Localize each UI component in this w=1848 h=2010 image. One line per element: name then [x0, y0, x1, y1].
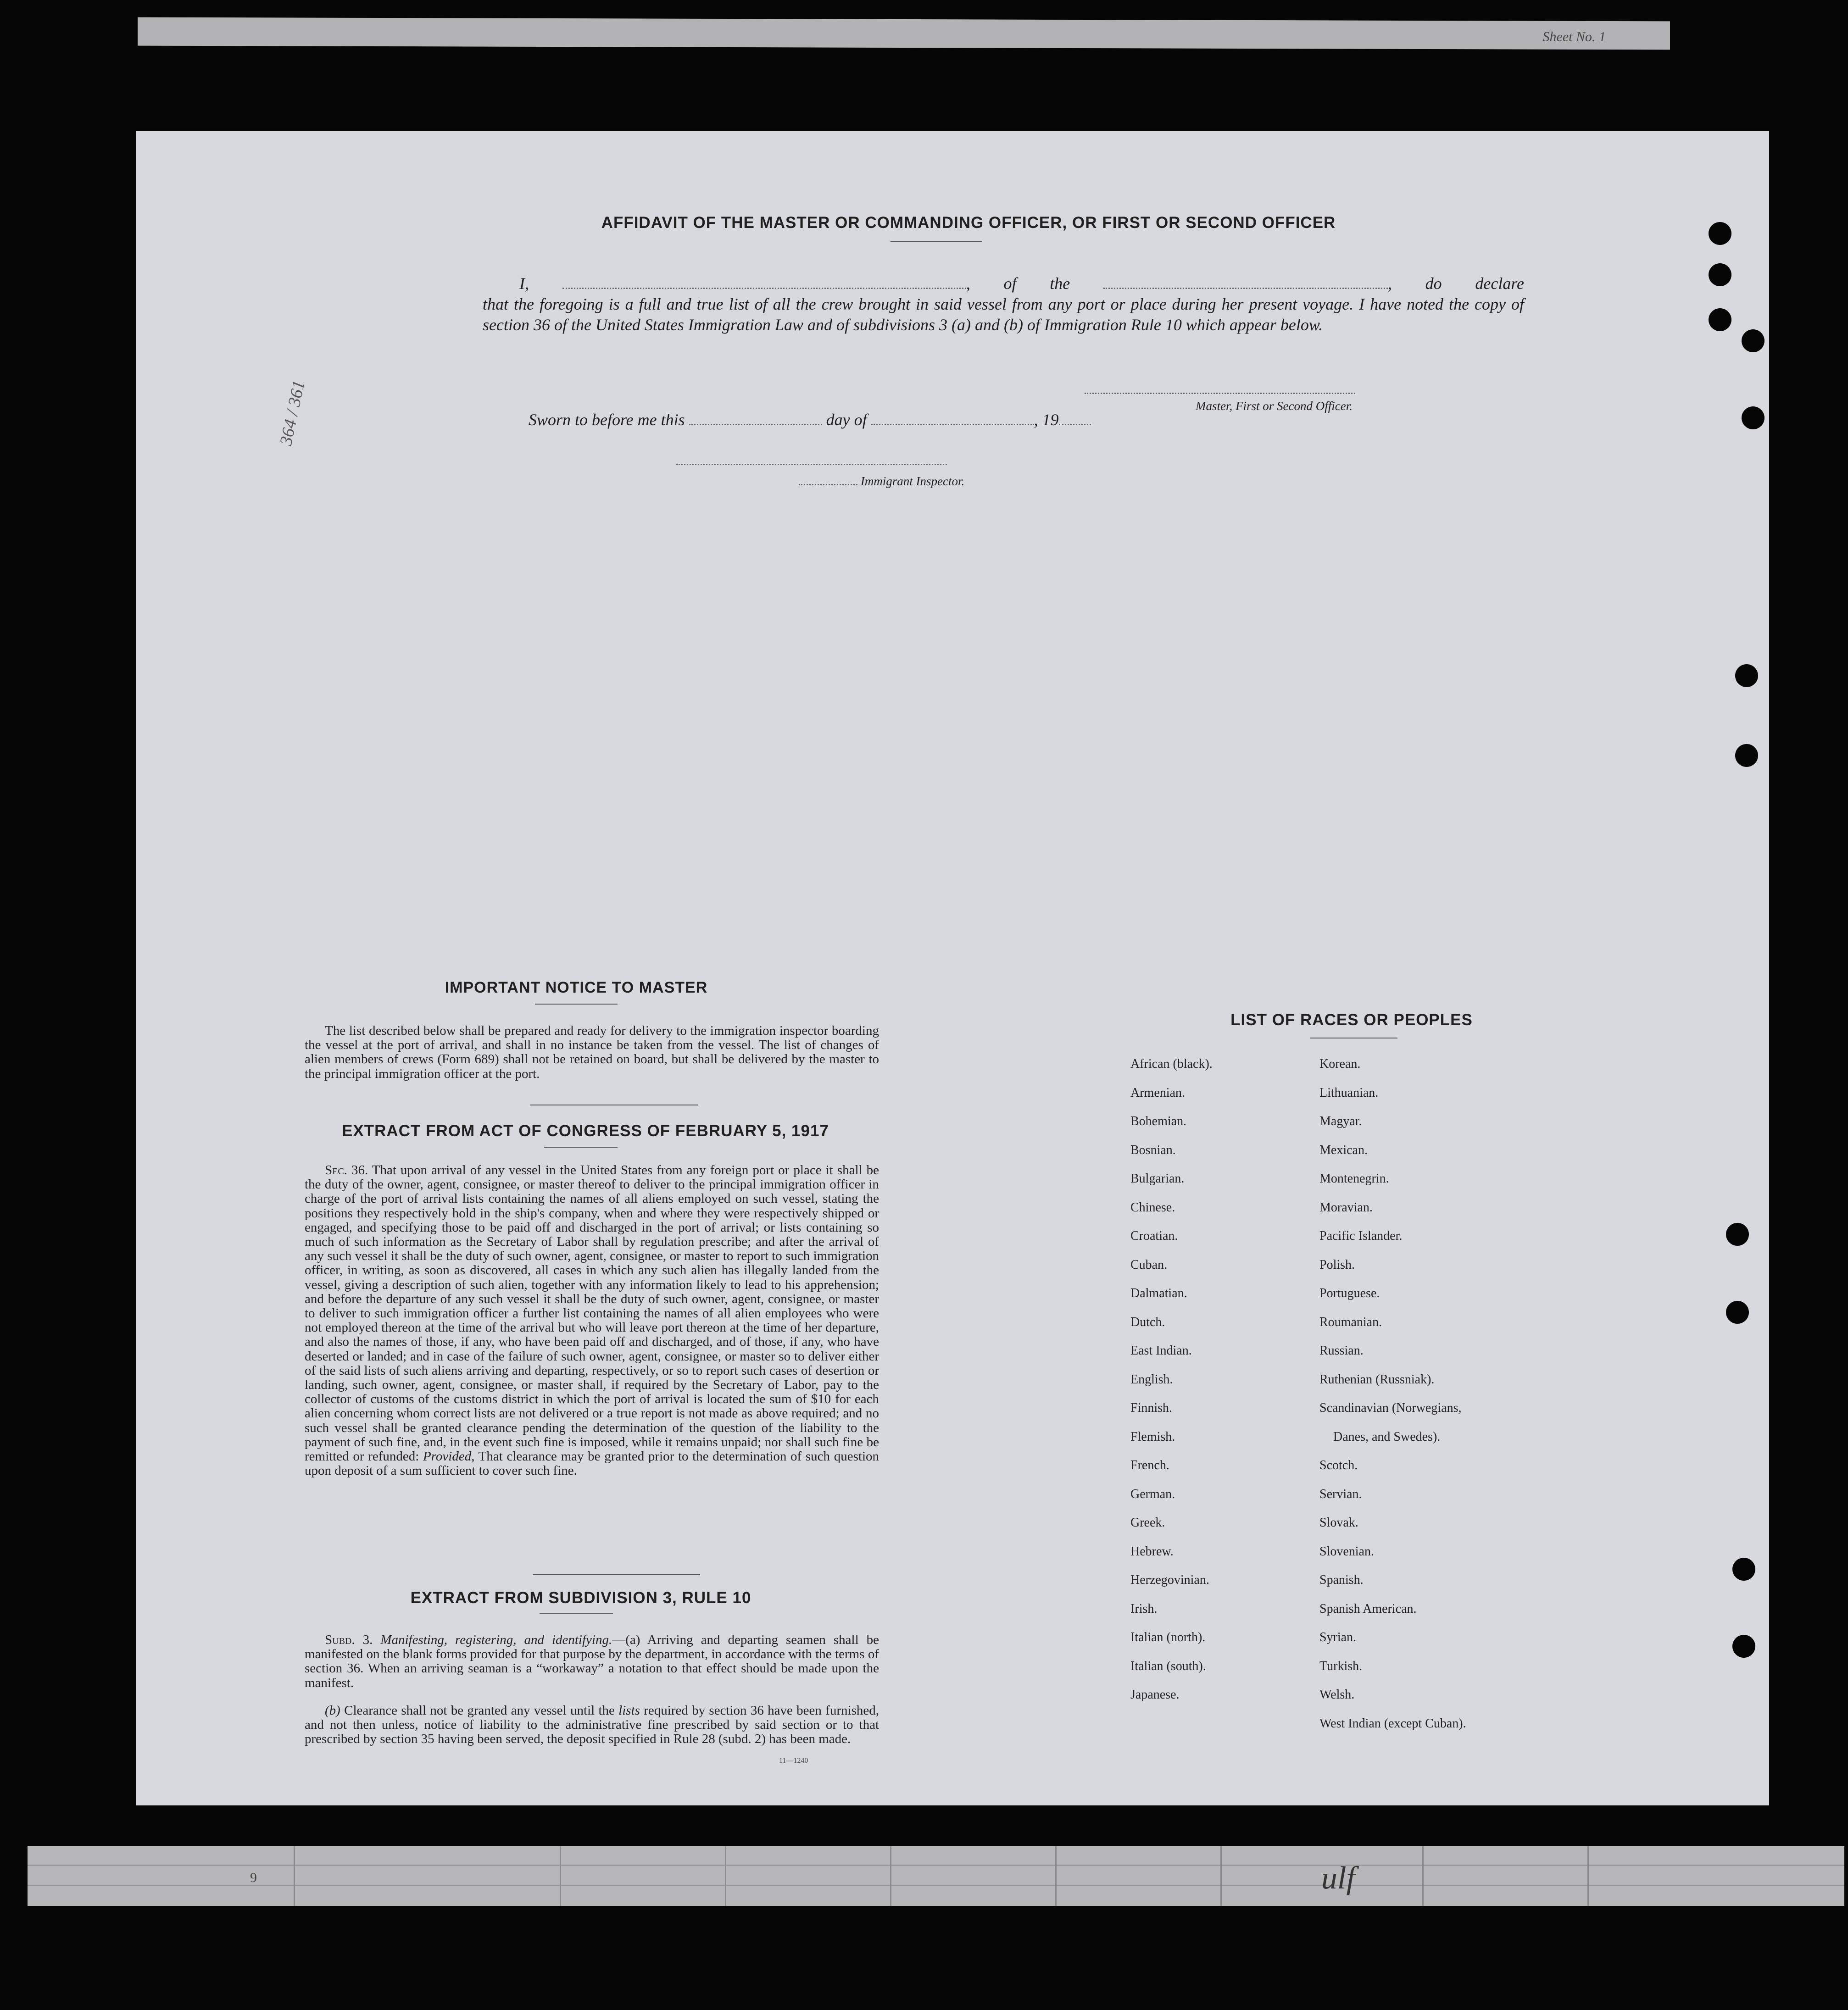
notice-text: The list described below shall be prepared and ready for delivery to the immigration inspector boarding the vessel at the port of arrival, and shall in no instance be taken from the vessel. The list of changes of alien members of crews (Form 689) shall not be retained on board, but shall be delivered by the master to the principal immigration officer at the port.	[305, 1023, 879, 1081]
para-b-text: Clearance shall not be granted any vessel until the	[340, 1703, 619, 1718]
divider	[533, 1574, 700, 1575]
race-item: Bosnian.	[1130, 1143, 1176, 1157]
race-item: English.	[1130, 1372, 1173, 1387]
affidavit-first-line	[483, 273, 1524, 294]
race-item: French.	[1130, 1458, 1169, 1472]
inspector-signature-line	[676, 464, 947, 465]
rule-para-b	[305, 1704, 879, 1747]
act-extract-text	[305, 1163, 879, 1478]
race-item: Slovenian.	[1319, 1544, 1374, 1559]
race-item: Irish.	[1130, 1601, 1158, 1616]
para-b-text-end: required by section 36 have been furnished, and not then unless, notice of liability to the administrative fine prescribed by said section or to that prescribed by section 35 having been served, the deposit specified in Rule 28 (subd. 2) has been made.	[305, 1703, 879, 1747]
handwritten-margin-note: 364 / 361	[276, 378, 309, 447]
race-item: Cuban.	[1130, 1257, 1168, 1272]
inspector-dots	[799, 476, 857, 485]
sworn-day-of: day of	[826, 411, 867, 429]
races-title: LIST OF RACES OR PEOPLES	[1230, 1011, 1473, 1029]
para-b-lists: lists	[618, 1703, 640, 1718]
divider	[544, 1147, 618, 1148]
sworn-prefix: Sworn to before me this	[529, 411, 685, 429]
punch-hole	[1742, 329, 1765, 352]
punch-hole	[1709, 308, 1731, 331]
punch-hole	[1709, 222, 1731, 245]
race-item: Chinese.	[1130, 1200, 1175, 1215]
race-item: Ruthenian (Russniak).	[1319, 1372, 1435, 1387]
divider	[891, 241, 982, 242]
provided-word: Provided,	[423, 1449, 475, 1464]
bottom-handwriting: ulf	[1321, 1860, 1355, 1896]
grid-line	[1422, 1846, 1424, 1906]
race-item: German.	[1130, 1487, 1175, 1501]
top-sheet-edge	[138, 17, 1670, 50]
section-label: Sec. 36.	[325, 1163, 368, 1177]
race-item: Flemish.	[1130, 1429, 1175, 1444]
race-item: West Indian (except Cuban).	[1319, 1716, 1466, 1731]
race-item: Portuguese.	[1319, 1286, 1380, 1300]
race-item: Finnish.	[1130, 1401, 1173, 1415]
race-item: Dutch.	[1130, 1315, 1165, 1329]
punch-hole	[1709, 263, 1731, 286]
punch-hole	[1726, 1301, 1749, 1324]
race-item: Montenegrin.	[1319, 1172, 1389, 1186]
vessel-blank	[1103, 276, 1388, 289]
race-item: Hebrew.	[1130, 1544, 1174, 1559]
affidavit-declaration	[483, 273, 1524, 335]
affidavit-title: AFFIDAVIT OF THE MASTER OR COMMANDING OFFICER, OR FIRST OR SECOND OFFICER	[601, 214, 1336, 232]
race-item: Italian (south).	[1130, 1659, 1206, 1673]
grid-line	[28, 1885, 1844, 1886]
subd-label: Subd. 3.	[325, 1632, 373, 1647]
punch-hole	[1726, 1223, 1749, 1246]
master-signature-line	[1085, 393, 1355, 394]
race-item: Scotch.	[1319, 1458, 1358, 1472]
race-item: Spanish.	[1319, 1573, 1364, 1587]
form-number: 11—1240	[779, 1757, 808, 1765]
inspector-label: Immigrant Inspector.	[860, 474, 965, 488]
race-item: Japanese.	[1130, 1688, 1180, 1702]
subd-heading: Manifesting, registering, and identifying.	[380, 1632, 612, 1647]
name-blank	[562, 276, 966, 289]
divider	[540, 1613, 613, 1614]
grid-line	[1220, 1846, 1222, 1906]
subd-para-a: —(a) Arriving and departing seamen shall be manifested on the blank forms provided for that purpose by the department, in accordance with the terms of section 36. When an arriving seaman is a “workaway” a notation to that effect should be made upon the manifest.	[305, 1632, 879, 1690]
section-36-text: That upon arrival of any vessel in the United States from any foreign port or place it shall be the duty of the owner, agent, consignee, or master thereof to deliver to the principal immigration officer in charge of the port of arrival lists containing the names of all aliens employed on such vessel, stating the positions they respectively hold in the ship's company, when and where they were respectively shipped or engaged, and specifying those to be paid off and discharged in the port of arrival; or lists containing so much of such information as the Secretary of Labor shall by regulation prescribe; and after the arrival of any such vessel it shall be the duty of such owner, agent, consignee, or master to report to such immigration officer, in writing, as soon as discovered, all cases in which any such alien has illegally landed from the vessel, giving a description of such alien, together with any information likely to lead to his apprehension; and before the departure of any such vessel it shall be the duty of such owner, agent, consignee, or master to deliver to such immigration officer a further list containing the names of all alien employees who were not employed thereon at the time of the arrival but who will leave port thereon at the time of her departure, and also the names of those, if any, who have been paid off and discharged, and of those, if any, who have deserted or landed; and in case of the failure of such owner, agent, consignee, or master so to deliver either of the said lists of such aliens arriving and departing, respectively, or so to report such cases of desertion or landing, such owner, agent, consignee, or master shall, if required by the Secretary of Labor, pay to the collector of customs of the customs district in which the port of arrival is located the sum of $10 for each alien concerning whom correct lists are not delivered or a true report is not made as above required; and no such vessel shall be granted clearance pending the determination of the question of the liability to the payment of such fine, and, in the event such fine is imposed, while it remains unpaid; nor shall such fine be remitted or refunded:	[305, 1163, 879, 1464]
race-item: Welsh.	[1319, 1688, 1355, 1702]
grid-line	[28, 1865, 1844, 1866]
race-item: Herzegovinian.	[1130, 1573, 1209, 1587]
race-item: Russian.	[1319, 1344, 1364, 1358]
punch-hole	[1742, 406, 1765, 429]
race-item: Bulgarian.	[1130, 1172, 1185, 1186]
race-item: Polish.	[1319, 1257, 1355, 1272]
inspector-label-line	[799, 474, 964, 489]
grid-line	[1587, 1846, 1589, 1906]
race-item: Danes, and Swedes).	[1333, 1429, 1441, 1444]
race-item: Armenian.	[1130, 1085, 1185, 1100]
punch-hole	[1732, 1558, 1755, 1581]
notice-title: IMPORTANT NOTICE TO MASTER	[445, 979, 708, 996]
affidavit-of-the: , of the	[966, 274, 1070, 293]
race-item: Turkish.	[1319, 1659, 1363, 1673]
affidavit-do-declare: , do declare	[1387, 274, 1524, 293]
punch-hole	[1735, 664, 1758, 687]
race-item: Italian (north).	[1130, 1630, 1206, 1644]
race-item: Korean.	[1319, 1057, 1361, 1071]
para-b-label: (b)	[325, 1703, 340, 1718]
grid-line	[294, 1846, 295, 1906]
punch-hole	[1732, 1635, 1755, 1658]
race-item: African (black).	[1130, 1057, 1213, 1071]
top-sheet-label: Sheet No. 1	[1542, 29, 1606, 45]
grid-line	[890, 1846, 891, 1906]
race-item: Croatian.	[1130, 1229, 1178, 1243]
race-item: Mexican.	[1319, 1143, 1368, 1157]
race-item: Scandinavian (Norwegians,	[1319, 1401, 1462, 1415]
affidavit-i: I,	[519, 274, 529, 293]
race-item: Lithuanian.	[1319, 1085, 1379, 1100]
race-item: Moravian.	[1319, 1200, 1373, 1215]
race-item: Pacific Islander.	[1319, 1229, 1403, 1243]
race-item: East Indian.	[1130, 1344, 1192, 1358]
affidavit-text: that the foregoing is a full and true list of all the crew brought in said vessel from any port or place during her present voyage. I have noted the copy of section 36 of the United States Immigration Law and of subdivisions 3 (a) and (b) of Immigration Rule 10 which appear below.	[483, 295, 1524, 334]
section-36-text-end: That clearance may be granted prior to the determination of such question upon deposit of a sum sufficient to cover such fine.	[305, 1449, 879, 1478]
grid-line	[1055, 1846, 1057, 1906]
race-item: Syrian.	[1319, 1630, 1357, 1644]
grid-line	[725, 1846, 726, 1906]
sworn-line	[529, 410, 1091, 429]
race-item: Slovak.	[1319, 1516, 1358, 1530]
document-page	[136, 131, 1769, 1805]
race-item: Spanish American.	[1319, 1601, 1417, 1616]
bottom-sheet-edge	[28, 1846, 1844, 1906]
master-signature-label: Master, First or Second Officer.	[1196, 399, 1353, 413]
race-item: Roumanian.	[1319, 1315, 1382, 1329]
race-item: Servian.	[1319, 1487, 1362, 1501]
act-extract-title: EXTRACT FROM ACT OF CONGRESS OF FEBRUARY 5, 1917	[342, 1122, 829, 1140]
punch-hole	[1735, 744, 1758, 767]
sworn-day-blank	[689, 412, 822, 425]
divider	[535, 1004, 618, 1005]
sworn-year: , 19	[1034, 411, 1059, 429]
race-item: Magyar.	[1319, 1114, 1362, 1128]
sworn-year-blank	[1059, 412, 1091, 425]
rule-extract-title: EXTRACT FROM SUBDIVISION 3, RULE 10	[410, 1589, 751, 1607]
bottom-row-number: 9	[250, 1870, 257, 1885]
race-item: Bohemian.	[1130, 1114, 1187, 1128]
rule-para-a	[305, 1633, 879, 1690]
sworn-month-blank	[871, 412, 1034, 425]
grid-line	[560, 1846, 561, 1906]
race-item: Dalmatian.	[1130, 1286, 1187, 1300]
race-item: Greek.	[1130, 1516, 1165, 1530]
